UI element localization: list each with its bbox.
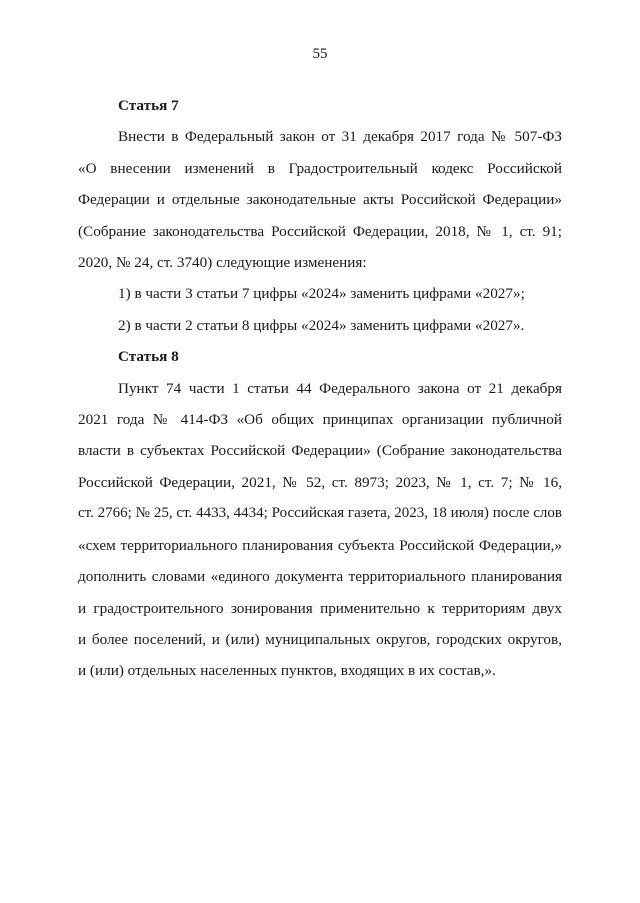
- text-line: власти в субъектах Российской Федерации» (Собрание законодательства: [78, 442, 562, 460]
- text-line: и градостроительного зонирования применительно к территориям двух: [78, 599, 562, 617]
- text-line: и (или) отдельных населенных пунктов, входящих в их состав,».: [78, 662, 496, 680]
- article-7-heading: Статья 7: [118, 97, 179, 114]
- text-line: Российской Федерации, 2021, № 52, ст. 8973; 2023, № 1, ст. 7; № 16,: [78, 473, 562, 491]
- text-line: (Собрание законодательства Российской Федерации, 2018, № 1, ст. 91;: [78, 222, 562, 240]
- article-7-item-2: 2) в части 2 статьи 8 цифры «2024» заменить цифрами «2027».: [118, 316, 525, 334]
- text-line: дополнить словами «единого документа территориального планирования: [78, 568, 562, 586]
- text-line: Пункт 74 части 1 статьи 44 Федерального закона от 21 декабря: [118, 379, 562, 397]
- text-line: ст. 2766; № 25, ст. 4433, 4434; Российская газета, 2023, 18 июля) после слов: [78, 505, 562, 522]
- text-line: и более поселений, и (или) муниципальных округов, городских округов,: [78, 630, 562, 648]
- text-line: 2021 года № 414-ФЗ «Об общих принципах организации публичной: [78, 411, 562, 429]
- page-number: 55: [312, 46, 328, 62]
- article-8-paragraph: [78, 373, 562, 687]
- article-7-item-1: 1) в части 3 статьи 7 цифры «2024» заменить цифрами «2027»;: [118, 285, 525, 303]
- text-line: «О внесении изменений в Градостроительный кодекс Российской: [78, 159, 562, 177]
- document-body: [78, 90, 562, 687]
- text-line: Внести в Федеральный закон от 31 декабря 2017 года № 507-ФЗ: [118, 128, 562, 146]
- article-7-intro-paragraph: [78, 121, 562, 278]
- text-line: 2020, № 24, ст. 3740) следующие изменения:: [78, 254, 367, 272]
- text-line: «схем территориального планирования субъекта Российской Федерации,»: [78, 536, 562, 554]
- text-line: Федерации и отдельные законодательные акты Российской Федерации»: [78, 191, 562, 209]
- article-8-heading: Статья 8: [118, 348, 179, 366]
